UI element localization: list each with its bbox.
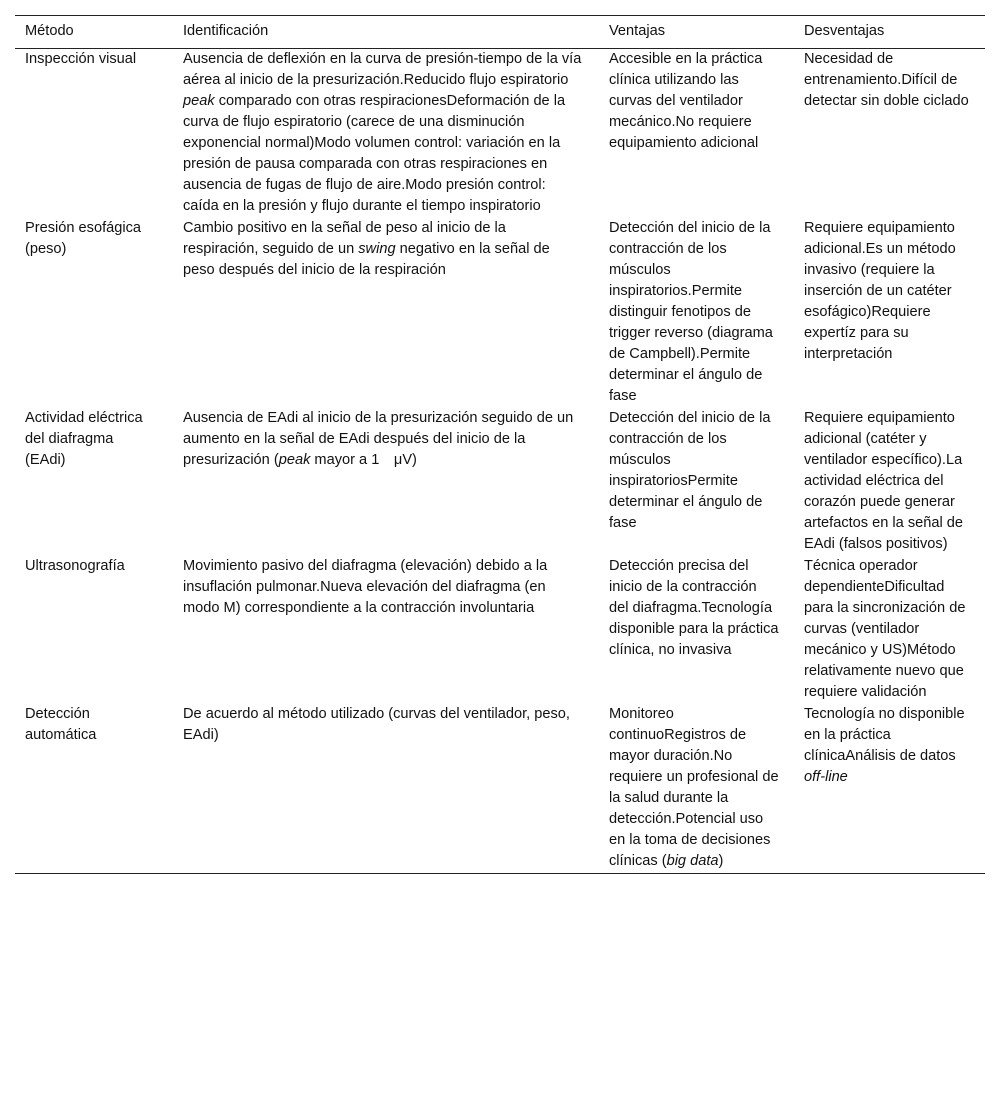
text-segment: comparado con otras respiracionesDeformación de la curva de flujo espiratorio (carece de una disminución exponencial normal)Modo volumen control: variación en la presión de pausa comparada con otras respiraciones en ausencia de fugas de flujo de aire.Modo presión control: caída en la presión y flujo durante el tiempo inspiratorio — [183, 93, 566, 214]
text-segment: Tecnología no disponible en la práctica clínicaAnálisis de datos — [804, 706, 965, 764]
cell-ventajas — [594, 408, 789, 556]
italic-term: peak — [183, 93, 215, 109]
header-row — [15, 16, 985, 49]
header-metodo: Método — [25, 23, 74, 39]
italic-term: peak — [278, 452, 311, 468]
text-segment: Ausencia de EAdi al inicio de la presurización seguido de un aumento en la señal de EAdi después del inicio de la presurización ( — [183, 410, 574, 468]
cell-desventajas — [789, 556, 985, 704]
table-row — [15, 556, 985, 704]
table-row — [15, 408, 985, 556]
cell-desventajas — [789, 408, 985, 556]
text-segment: De acuerdo al método utilizado (curvas del ventilador, peso, EAdi) — [183, 706, 570, 743]
italic-term: big data — [666, 853, 719, 869]
text-segment: Detección del inicio de la contracción de los músculos inspiratoriosPermite determinar el ángulo de fase — [609, 410, 771, 531]
header-identificacion: Identificación — [183, 23, 269, 39]
cell-metodo: Presión esofágica (peso) — [25, 220, 142, 257]
cell-ventajas — [594, 556, 789, 704]
table-row — [15, 218, 985, 408]
cell-desventajas — [789, 704, 985, 874]
cell-identificacion — [168, 408, 594, 556]
table-header — [15, 16, 985, 49]
table-body — [15, 49, 985, 874]
text-segment: Accesible en la práctica clínica utilizando las curvas del ventilador mecánico.No requiere equipamiento adicional — [609, 51, 763, 151]
text-segment: Necesidad de entrenamiento.Difícil de detectar sin doble ciclado — [804, 51, 969, 109]
cell-desventajas — [789, 49, 985, 219]
cell-identificacion — [168, 49, 594, 219]
text-segment: Cambio positivo en la señal de peso al inicio de la respiración, seguido de un — [183, 220, 506, 257]
cell-metodo: Detección automática — [25, 706, 97, 743]
cell-ventajas — [594, 218, 789, 408]
comparison-table — [15, 15, 985, 874]
document-page — [15, 15, 985, 874]
header-ventajas: Ventajas — [609, 23, 665, 39]
text-segment: Técnica operador dependienteDificultad para la sincronización de curvas (ventilador mecánico y US)Método relativamente nuevo que requiere validación — [804, 558, 966, 700]
cell-metodo: Ultrasonografía — [25, 558, 125, 574]
text-segment: Detección del inicio de la contracción de los músculos inspiratorios.Permite distinguir fenotipos de trigger reverso (diagrama de Campbell).Permite determinar el ángulo de fase — [609, 220, 773, 404]
text-segment: Movimiento pasivo del diafragma (elevación) debido a la insuflación pulmonar.Nueva elevación del diafragma (en modo M) correspondiente a la contracción involuntaria — [183, 558, 548, 616]
header-desventajas: Desventajas — [804, 23, 885, 39]
table-row — [15, 704, 985, 874]
text-segment: Ausencia de deflexión en la curva de presión-tiempo de la vía aérea al inicio de la presurización.Reducido flujo espiratorio — [183, 51, 582, 88]
cell-desventajas — [789, 218, 985, 408]
cell-identificacion — [168, 704, 594, 874]
text-segment: negativo en la señal de peso después del inicio de la respiración — [183, 241, 550, 278]
text-segment: Detección precisa del inicio de la contracción del diafragma.Tecnología disponible para la práctica clínica, no invasiva — [609, 558, 779, 658]
text-segment: Requiere equipamiento adicional (catéter y ventilador específico).La actividad eléctrica del corazón puede generar artefactos en la señal de EAdi (falsos positivos) — [804, 410, 964, 552]
cell-ventajas — [594, 704, 789, 874]
cell-identificacion — [168, 556, 594, 704]
italic-term: swing — [358, 241, 396, 257]
text-segment: Requiere equipamiento adicional.Es un método invasivo (requiere la inserción de un catéter esofágico)Requiere expertíz para su interpretación — [804, 220, 956, 362]
text-segment: ) — [718, 853, 724, 869]
cell-identificacion — [168, 218, 594, 408]
cell-metodo: Actividad eléctrica del diafragma (EAdi) — [25, 410, 143, 468]
text-segment: mayor a 1 μV) — [310, 452, 417, 468]
italic-term: off-line — [804, 769, 848, 785]
cell-metodo: Inspección visual — [25, 51, 137, 67]
cell-ventajas — [594, 49, 789, 219]
table-row — [15, 49, 985, 219]
text-segment: Monitoreo continuoRegistros de mayor duración.No requiere un profesional de la salud durante la detección.Potencial uso en la toma de decisiones clínicas ( — [609, 706, 779, 869]
